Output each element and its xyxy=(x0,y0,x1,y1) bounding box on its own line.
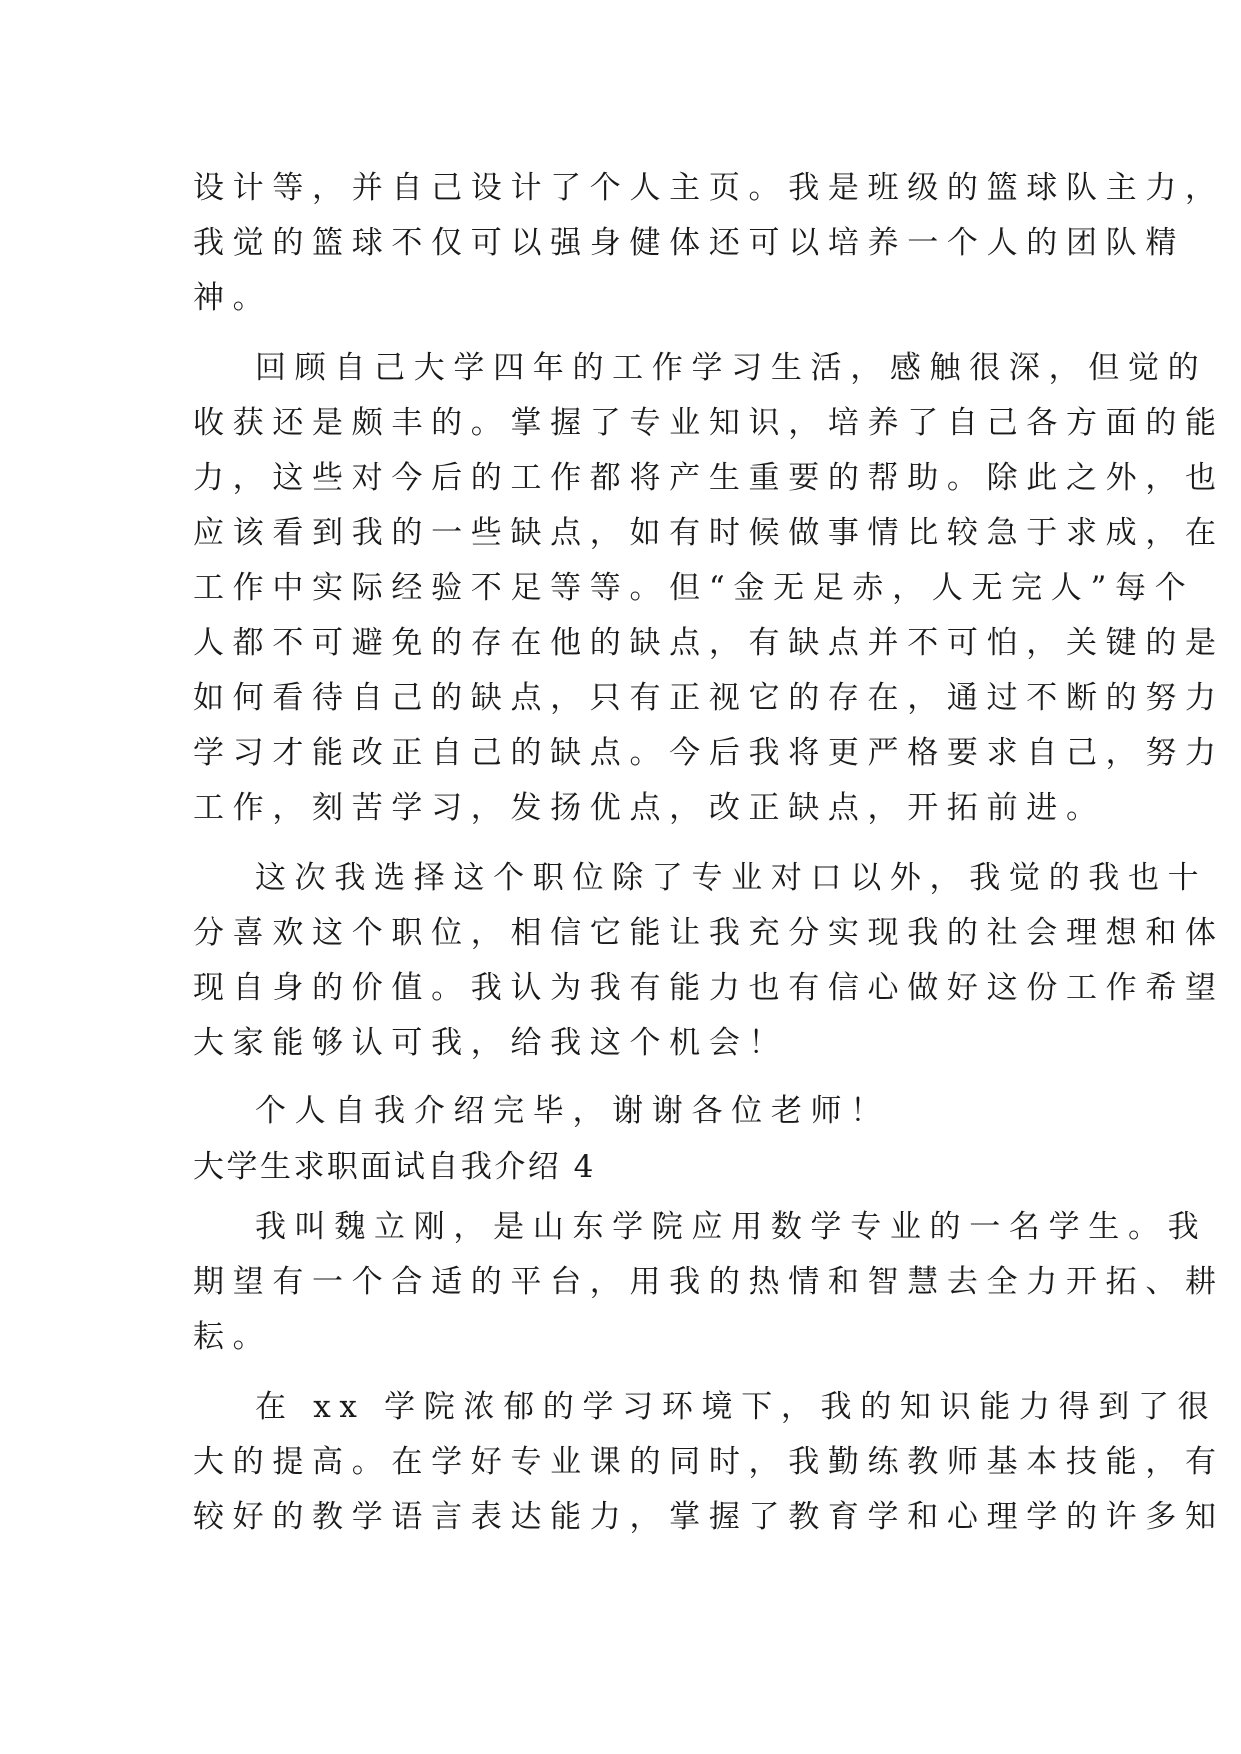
paragraph-first-line: 这次我选择这个职位除了专业对口以外，我觉的我也十 xyxy=(255,860,1208,896)
text-line: 大的提高。在学好专业课的同时，我勤练教师基本技能，有 xyxy=(193,1444,1225,1480)
text-line: 力，这些对今后的工作都将产生重要的帮助。除此之外，也 xyxy=(193,460,1225,496)
text-line: 设计等，并自己设计了个人主页。我是班级的篮球队主力， xyxy=(193,170,1225,206)
text-line: 收获还是颇丰的。掌握了专业知识，培养了自己各方面的能 xyxy=(193,405,1225,441)
text-line: 工作，刻苦学习，发扬优点，改正缺点，开拓前进。 xyxy=(193,790,1106,826)
text-line: 神。 xyxy=(193,280,273,316)
text-line: 工作中实际经验不足等等。但“金无足赤，人无完人”每个 xyxy=(193,570,1195,606)
paragraph-first-line: 个人自我介绍完毕，谢谢各位老师！ xyxy=(255,1093,890,1129)
text-line: 现自身的价值。我认为我有能力也有信心做好这份工作希望 xyxy=(193,970,1225,1006)
text-line: 较好的教学语言表达能力，掌握了教育学和心理学的许多知 xyxy=(193,1499,1225,1535)
text-line: 我觉的篮球不仅可以强身健体还可以培养一个人的团队精 xyxy=(193,225,1185,261)
section-heading: 大学生求职面试自我介绍 4 xyxy=(193,1149,596,1185)
text-line: 耘。 xyxy=(193,1319,273,1355)
paragraph-first-line: 在 xx 学院浓郁的学习环境下，我的知识能力得到了很 xyxy=(255,1389,1218,1425)
text-line: 大家能够认可我，给我这个机会！ xyxy=(193,1025,789,1061)
text-line: 人都不可避免的存在他的缺点，有缺点并不可怕，关键的是 xyxy=(193,625,1225,661)
text-line: 分喜欢这个职位，相信它能让我充分实现我的社会理想和体 xyxy=(193,915,1225,951)
text-line: 应该看到我的一些缺点，如有时候做事情比较急于求成，在 xyxy=(193,515,1225,551)
text-line: 学习才能改正自己的缺点。今后我将更严格要求自己，努力 xyxy=(193,735,1225,771)
paragraph-first-line: 回顾自己大学四年的工作学习生活，感触很深，但觉的 xyxy=(255,350,1208,386)
text-line: 期望有一个合适的平台，用我的热情和智慧去全力开拓、耕 xyxy=(193,1264,1225,1300)
text-line: 如何看待自己的缺点，只有正视它的存在，通过不断的努力 xyxy=(193,680,1225,716)
paragraph-first-line: 我叫魏立刚，是山东学院应用数学专业的一名学生。我 xyxy=(255,1209,1208,1245)
